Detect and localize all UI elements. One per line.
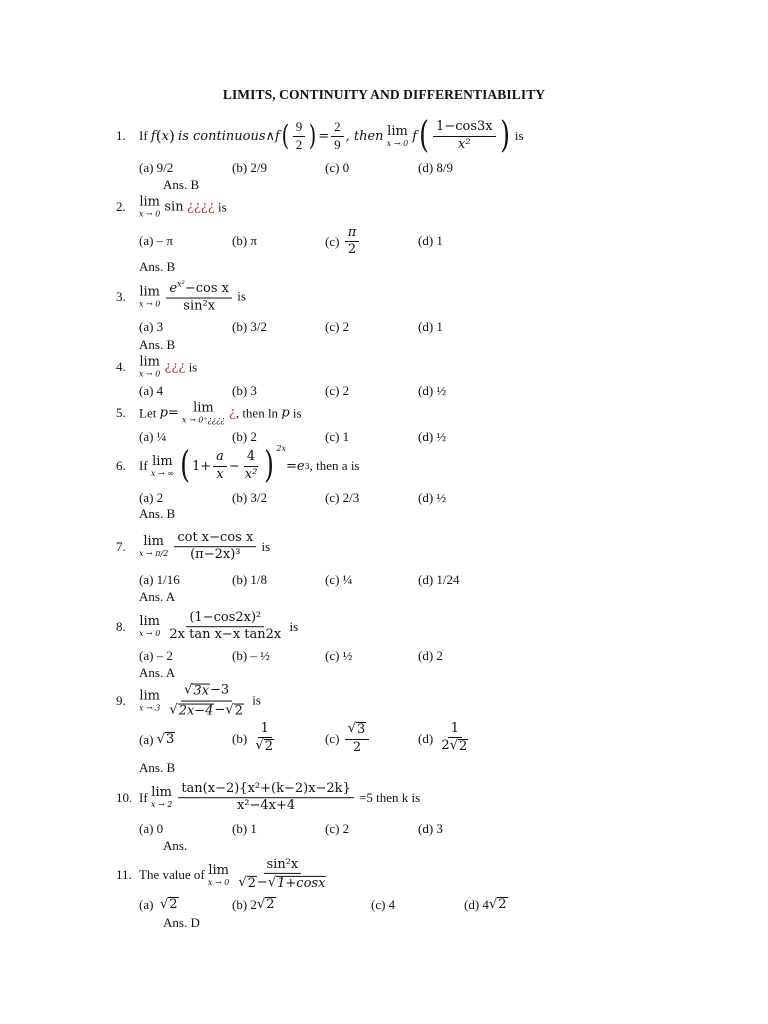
limit-operator: lim x → 0 bbox=[386, 123, 409, 148]
answer: Ans. B bbox=[139, 337, 176, 352]
option-a[interactable]: (a) √ 3 bbox=[139, 732, 175, 748]
answer: Ans. B bbox=[139, 506, 176, 521]
fraction: sin²x √ 2 − √ 1+cosx bbox=[238, 856, 326, 892]
option-d[interactable]: (d) 1 2 √ 2 bbox=[418, 722, 473, 755]
question-number: 11. bbox=[116, 867, 132, 882]
option-d[interactable]: (d) 3 bbox=[418, 821, 443, 836]
fraction: $\frac{\text{(1−cos2x)²}}{\text{2x tan x−x tan2x}}$ bbox=[169, 610, 282, 643]
answer: Ans. B bbox=[139, 760, 176, 775]
option-b[interactable]: (b) 2 √ 2 bbox=[232, 897, 275, 913]
question-stem: lim x → 3 √ 3x −3 √ 2x−4 − √ 2 is bbox=[139, 682, 261, 719]
option-c[interactable]: (c) 2/3 bbox=[325, 490, 360, 505]
option-d[interactable]: (d) 8/9 bbox=[418, 160, 454, 175]
question-8 bbox=[0, 610, 768, 643]
square-root-icon: √ 3x bbox=[184, 682, 210, 699]
question-3 bbox=[0, 279, 768, 314]
question-stem: The value of lim x → 0 sin²x √ 2 − √ 1+cosx bbox=[139, 858, 331, 892]
question-number: 1. bbox=[116, 128, 126, 143]
fraction: 1 √ 2 bbox=[255, 721, 273, 755]
fraction: $\frac{e^{x^2}-\cos x}{\text{sin²x}}$ bbox=[166, 281, 232, 314]
option-c[interactable]: (c) 2 bbox=[325, 821, 350, 836]
question-number: 9. bbox=[116, 693, 126, 708]
limit-operator: lim x → 2 bbox=[150, 785, 173, 810]
option-b[interactable]: (b) – ½ bbox=[232, 648, 270, 663]
limit-operator: lim x → 0 bbox=[139, 354, 161, 379]
question-number: 6. bbox=[116, 458, 126, 473]
option-b[interactable]: (b) 3/2 bbox=[232, 490, 268, 505]
option-b[interactable]: (b) 1/8 bbox=[232, 572, 268, 587]
fraction: $\frac{2}{9}$ bbox=[331, 120, 344, 152]
limit-operator: lim x → ∞ bbox=[150, 453, 174, 478]
question-6 bbox=[0, 444, 768, 486]
limit-operator: lim x → 0 bbox=[207, 862, 230, 887]
answer: Ans. D bbox=[163, 915, 200, 930]
option-c[interactable]: (c) 4 bbox=[371, 897, 396, 912]
fraction: $\frac{\text{cot x−cos x}}{\text{(π−2x)³}}$ bbox=[174, 531, 256, 563]
question-stem: If f ( x ) is continuous∧ f ( $\frac{9}{2}$ ) = $\frac{2}{9}$ , then lim x → 0 f ( $\frac{1-\cos 3x}{\text{x²}}$ ) is bbox=[139, 115, 524, 156]
option-a[interactable]: (a) 9/2 bbox=[139, 160, 174, 175]
fraction: $\frac{\pi}{2}$ bbox=[345, 226, 360, 258]
option-d[interactable]: (d) ½ bbox=[418, 383, 447, 398]
question-number: 3. bbox=[116, 289, 126, 304]
question-stem: lim x → 0 sin ¿¿¿¿ is bbox=[139, 194, 227, 219]
option-b[interactable]: (b) 3 bbox=[232, 383, 257, 398]
answer: Ans. A bbox=[139, 665, 176, 680]
question-7 bbox=[0, 530, 768, 563]
option-c[interactable]: (c) $\frac{\pi}{2}$ bbox=[325, 226, 361, 258]
option-b[interactable]: (b) 1 bbox=[232, 821, 257, 836]
question-stem: lim x → 0 $\frac{\text{(1−cos2x)²}}{\text{2x tan x−x tan2x}}$ is bbox=[139, 610, 299, 643]
question-11 bbox=[0, 856, 768, 892]
option-b[interactable]: (b) 1 √ 2 bbox=[232, 722, 279, 755]
option-a[interactable]: (a) 1/16 bbox=[139, 572, 180, 587]
option-a[interactable]: (a) 4 bbox=[139, 383, 164, 398]
option-a[interactable]: (a) 2 bbox=[139, 490, 164, 505]
limit-operator: lim x → 0 bbox=[139, 194, 161, 219]
option-d[interactable]: (d) 2 bbox=[418, 648, 443, 663]
question-number: 4. bbox=[116, 359, 126, 374]
option-c[interactable]: (c) 1 bbox=[325, 429, 350, 444]
question-number: 8. bbox=[116, 619, 126, 634]
option-a[interactable]: (a) 3 bbox=[139, 319, 164, 334]
question-9 bbox=[0, 682, 768, 719]
page-title: LIMITS, CONTINUITY AND DIFFERENTIABILITY bbox=[222, 87, 546, 102]
option-b[interactable]: (b) π bbox=[232, 233, 257, 248]
limit-operator: lim x → 0 bbox=[139, 614, 161, 639]
option-c[interactable]: (c) 2 bbox=[325, 319, 350, 334]
option-d[interactable]: (d) ½ bbox=[418, 490, 447, 505]
option-c[interactable]: (c) 0 bbox=[325, 160, 350, 175]
fraction: $\frac{a}{x}$ bbox=[213, 450, 227, 482]
fraction: √ 3x −3 √ 2x−4 − √ 2 bbox=[169, 682, 243, 719]
option-b[interactable]: (b) 2 bbox=[232, 429, 257, 444]
question-number: 5. bbox=[116, 405, 126, 420]
question-stem: If lim x → ∞ ( 1+ $\frac{a}{x}$ − $\frac{4}{\text{x²}}$ ) 2x =e 3 , then a is bbox=[139, 444, 360, 486]
option-a[interactable]: (a) √ 2 bbox=[139, 897, 178, 913]
option-d[interactable]: (d) ½ bbox=[418, 429, 447, 444]
answer: Ans. B bbox=[139, 259, 176, 274]
question-10 bbox=[0, 781, 768, 814]
question-stem: lim x → 0 $\frac{e^{x^2}-\cos x}{\text{sin²x}}$ is bbox=[139, 279, 246, 314]
fraction: $\frac{4}{\text{x²}}$ bbox=[244, 449, 258, 482]
option-b[interactable]: (b) 2/9 bbox=[232, 160, 268, 175]
question-1 bbox=[0, 115, 768, 156]
fraction: $\frac{\text{tan(x−2)\{x²+(k−2)x−2k\}}}{\text{x²−4x+4}}$ bbox=[178, 782, 354, 814]
question-4 bbox=[0, 354, 768, 379]
fraction: 1 2 √ 2 bbox=[441, 721, 468, 755]
option-a[interactable]: (a) – π bbox=[139, 233, 173, 248]
limit-operator: lim x → 0⁺¿¿¿¿ bbox=[182, 400, 225, 425]
fraction: $\frac{1-\cos 3x}{\text{x²}}$ bbox=[433, 120, 496, 152]
option-c[interactable]: (c) ½ bbox=[325, 648, 353, 663]
option-c[interactable]: (c) ¼ bbox=[325, 572, 353, 587]
option-d[interactable]: (d) 1 bbox=[418, 233, 443, 248]
question-number: 7. bbox=[116, 539, 126, 554]
question-number: 2. bbox=[116, 199, 126, 214]
option-d[interactable]: (d) 4 √ 2 bbox=[464, 897, 507, 913]
question-number: 10. bbox=[116, 790, 133, 805]
option-c[interactable]: (c) √ 3 2 bbox=[325, 722, 371, 755]
limit-operator: lim x → 0 bbox=[139, 284, 161, 309]
answer: Ans. bbox=[163, 838, 188, 853]
fraction: $\frac{9}{2}$ bbox=[293, 120, 306, 152]
limit-operator: lim x → π/2 bbox=[139, 534, 169, 559]
question-stem: lim x → 0 ¿¿¿ is bbox=[139, 354, 198, 379]
option-a[interactable]: (a) – 2 bbox=[139, 648, 173, 663]
option-d[interactable]: (d) 1 bbox=[418, 319, 443, 334]
limit-operator: lim x → 3 bbox=[139, 688, 161, 713]
answer: Ans. A bbox=[139, 589, 176, 604]
fraction: √ 3 2 bbox=[345, 722, 370, 755]
question-2 bbox=[0, 194, 768, 219]
option-a[interactable]: (a) 0 bbox=[139, 821, 164, 836]
question-stem: If lim x → 2 $\frac{\text{tan(x−2)\{x²+(k−2)x−2k\}}}{\text{x²−4x+4}}$ =5 then k is bbox=[139, 781, 421, 814]
option-a[interactable]: (a) ¼ bbox=[139, 429, 167, 444]
question-stem: Let p= lim x → 0⁺¿¿¿¿ ¿ , then ln p is bbox=[139, 400, 302, 425]
option-c[interactable]: (c) 2 bbox=[325, 383, 350, 398]
answer: Ans. B bbox=[163, 177, 200, 192]
option-d[interactable]: (d) 1/24 bbox=[418, 572, 460, 587]
question-5 bbox=[0, 400, 768, 425]
option-b[interactable]: (b) 3/2 bbox=[232, 319, 268, 334]
question-stem: lim x → π/2 $\frac{\text{cot x−cos x}}{\text{(π−2x)³}}$ is bbox=[139, 530, 271, 563]
